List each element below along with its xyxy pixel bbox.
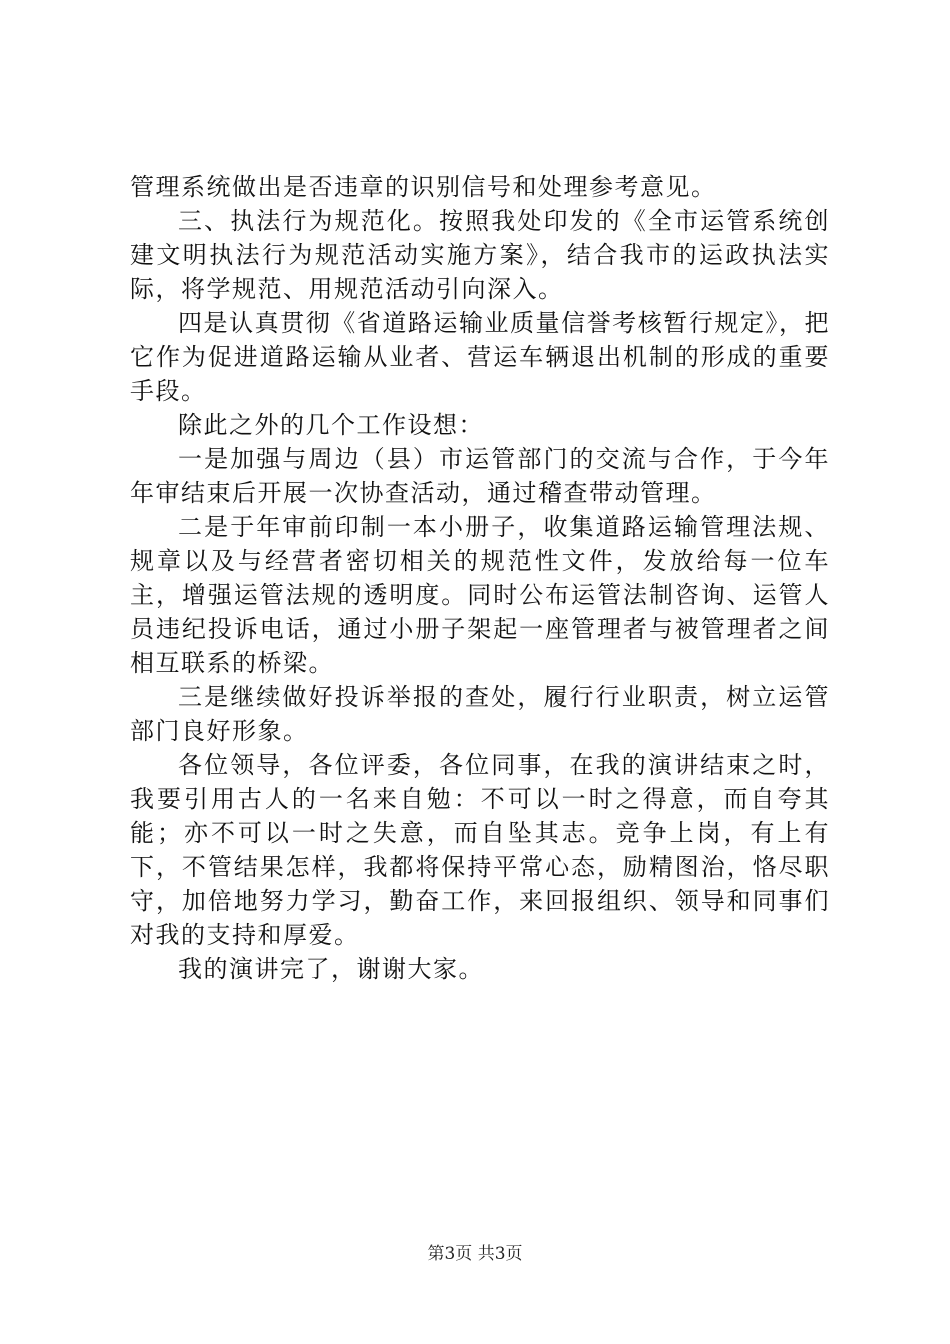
paragraph-work-ideas-intro: 除此之外的几个工作设想： — [178, 411, 484, 439]
paragraph-idea-two: 二是于年审前印制一本小册子，收集道路运输管理法规、规章以及与经营者密切相关的规范性文件，发放给每一位车主，增强运管法规的透明度。同时公布运管法制咨询、运管人员违纪投诉电话，通过小册子架起一座管理者与被管理者之间相互联系的桥梁。 — [130, 513, 830, 677]
paragraph-closing-remarks: 各位领导，各位评委，各位同事，在我的演讲结束之时，我要引用古人的一名来自勉：不可以一时之得意，而自夸其能；亦不可以一时之失意，而自坠其志。竞争上岗，有上有下，不管结果怎样，我都将保持平常心态，励精图治，恪尽职守，加倍地努力学习，勤奋工作，来回报组织、领导和同事们对我的支持和厚爱。 — [130, 751, 830, 949]
paragraph-thanks: 我的演讲完了，谢谢大家。 — [178, 955, 484, 983]
paragraph-credit-assessment: 四是认真贯彻《省道路运输业质量信誉考核暂行规定》，把它作为促进道路运输从业者、营运车辆退出机制的形成的重要手段。 — [130, 309, 830, 405]
paragraph-continuation: 管理系统做出是否违章的识别信号和处理参考意见。 — [130, 173, 717, 201]
paragraph-idea-three: 三是继续做好投诉举报的查处，履行行业职责，树立运管部门良好形象。 — [130, 683, 830, 745]
page-number-footer: 第3页 共3页 — [427, 1244, 523, 1264]
paragraph-idea-one: 一是加强与周边（县）市运管部门的交流与合作，于今年年审结束后开展一次协查活动，通过稽查带动管理。 — [130, 445, 830, 507]
body-text — [130, 170, 830, 986]
paragraph-enforcement-standardization: 三、执法行为规范化。按照我处印发的《全市运管系统创建文明执法行为规范活动实施方案》，结合我市的运政执法实际，将学规范、用规范活动引向深入。 — [130, 207, 830, 303]
